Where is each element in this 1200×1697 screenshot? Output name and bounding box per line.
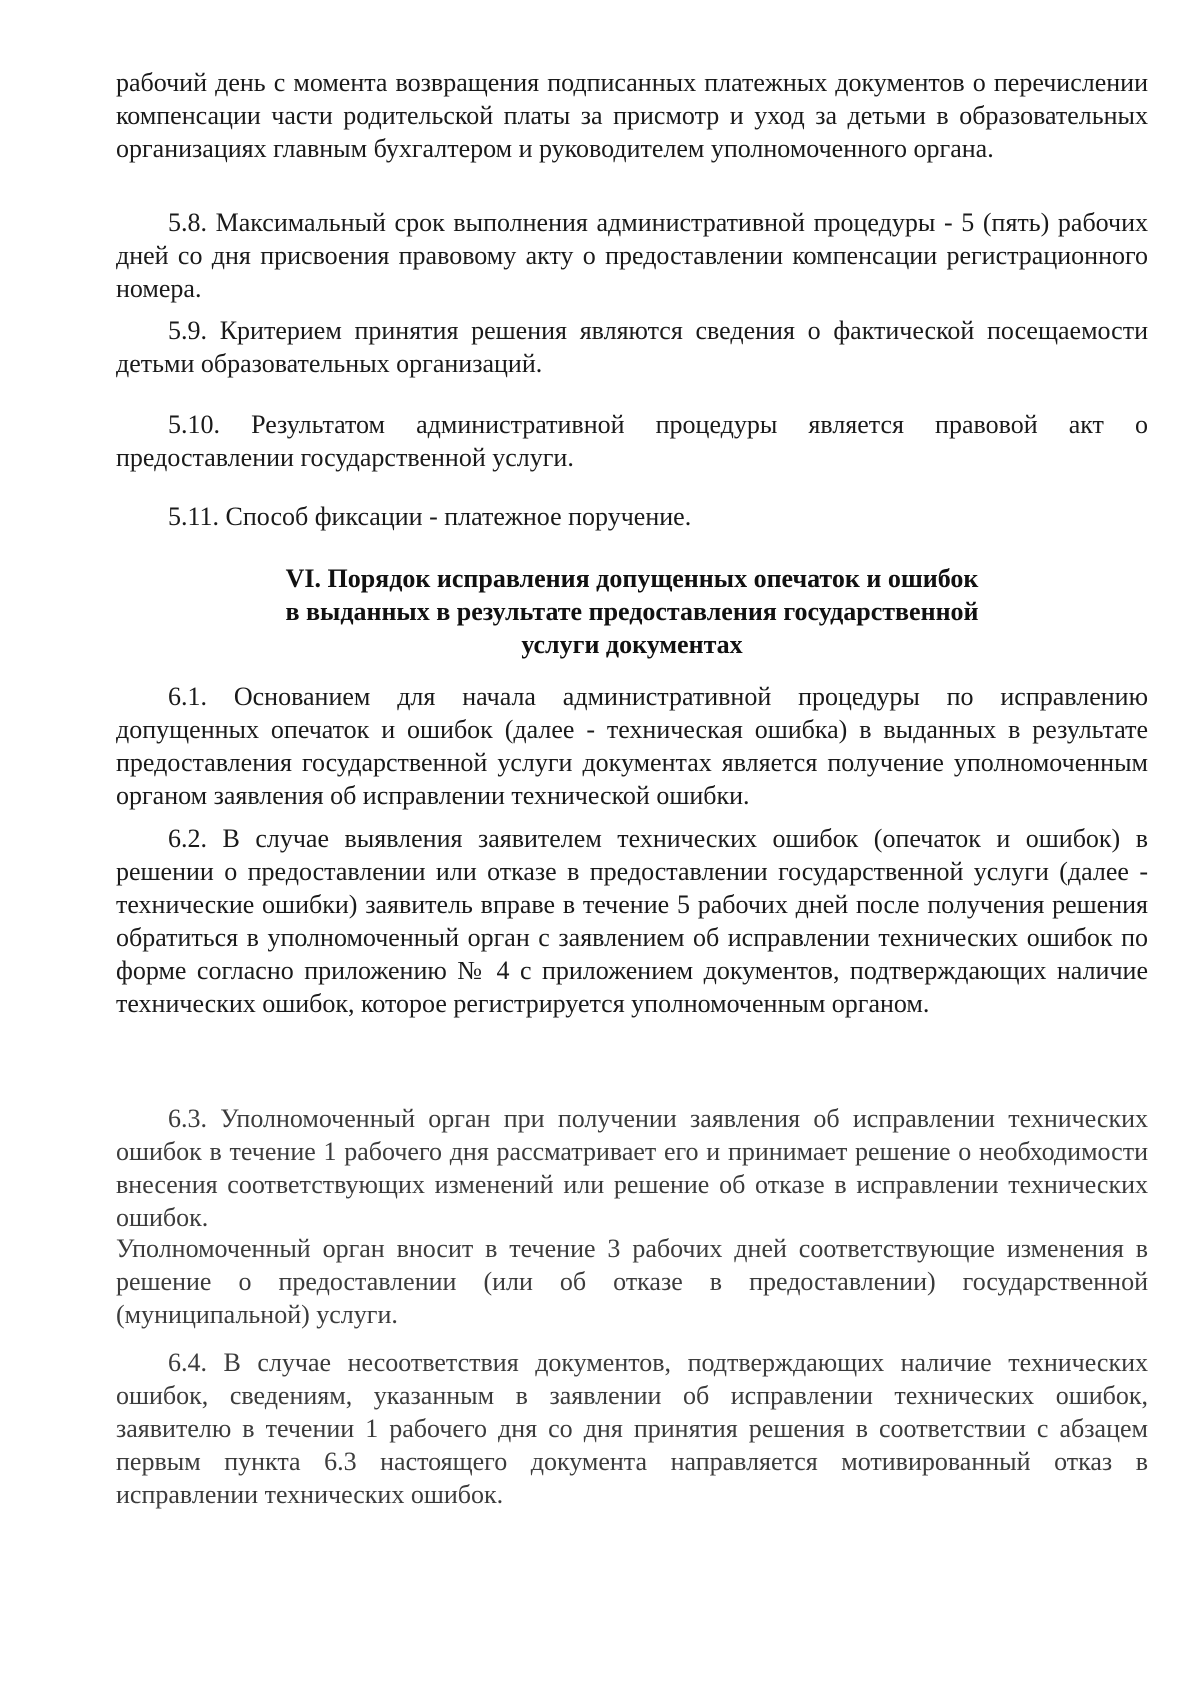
paragraph-6-3: 6.3. Уполномоченный орган при получении заявления об исправлении технических ошибок в течение 1 рабочего дня рассматривает его и принимает решение о необходимости внесения соответствующих изменений или решение об отказе в исправлении технических ошибок. <box>116 1104 1148 1232</box>
paragraph-6-4: 6.4. В случае несоответствия документов, подтверждающих наличие технических ошибок, сведениям, указанным в заявлении об исправлении технических ошибок, заявителю в течении 1 рабочего дня со дня принятия решения в соответствии с абзацем первым пункта 6.3 настоящего документа направляется мотивированный отказ в исправлении технических ошибок. <box>116 1348 1148 1509</box>
paragraph-5-10: 5.10. Результатом административной процедуры является правовой акт о предоставлении государственной услуги. <box>116 410 1148 472</box>
paragraph-5-9: 5.9. Критерием принятия решения являются сведения о фактической посещаемости детьми образовательных организаций. <box>116 316 1148 378</box>
paragraph-5-8: 5.8. Максимальный срок выполнения административной процедуры - 5 (пять) рабочих дней со дня присвоения правовому акту о предоставлении компенсации регистрационного номера. <box>116 208 1148 303</box>
section-heading-line-3: услуги документах <box>521 630 743 659</box>
paragraph-6-3-continuation: Уполномоченный орган вносит в течение 3 рабочих дней соответствующие изменения в решение о предоставлении (или об отказе в предоставлении) государственной (муниципальной) услуги. <box>116 1234 1148 1329</box>
section-heading <box>116 562 1148 661</box>
section-heading-line-1: VI. Порядок исправления допущенных опечаток и ошибок <box>285 564 979 593</box>
paragraph-6-2: 6.2. В случае выявления заявителем технических ошибок (опечаток и ошибок) в решении о предоставлении или отказе в предоставлении государственной услуги (далее - технические ошибки) заявитель вправе в течение 5 рабочих дней после получения решения обратиться в уполномоченный орган с заявлением об исправлении технических ошибок по форме согласно приложению № 4 с приложением документов, подтверждающих наличие технических ошибок, которое регистрируется уполномоченным органом. <box>116 824 1148 1018</box>
section-heading-line-2: в выданных в результате предоставления государственной <box>285 597 979 626</box>
paragraph-6-1: 6.1. Основанием для начала административной процедуры по исправлению допущенных опечаток и ошибок (далее - техническая ошибка) в выданных в результате предоставления государственной услуги документах является получение уполномоченным органом заявления об исправлении технической ошибки. <box>116 682 1148 810</box>
paragraph-continuation: рабочий день с момента возвращения подписанных платежных документов о перечислении компенсации части родительской платы за присмотр и уход за детьми в образовательных организациях главным бухгалтером и руководителем уполномоченного органа. <box>116 68 1148 163</box>
paragraph-5-11: 5.11. Способ фиксации - платежное поручение. <box>168 502 692 531</box>
